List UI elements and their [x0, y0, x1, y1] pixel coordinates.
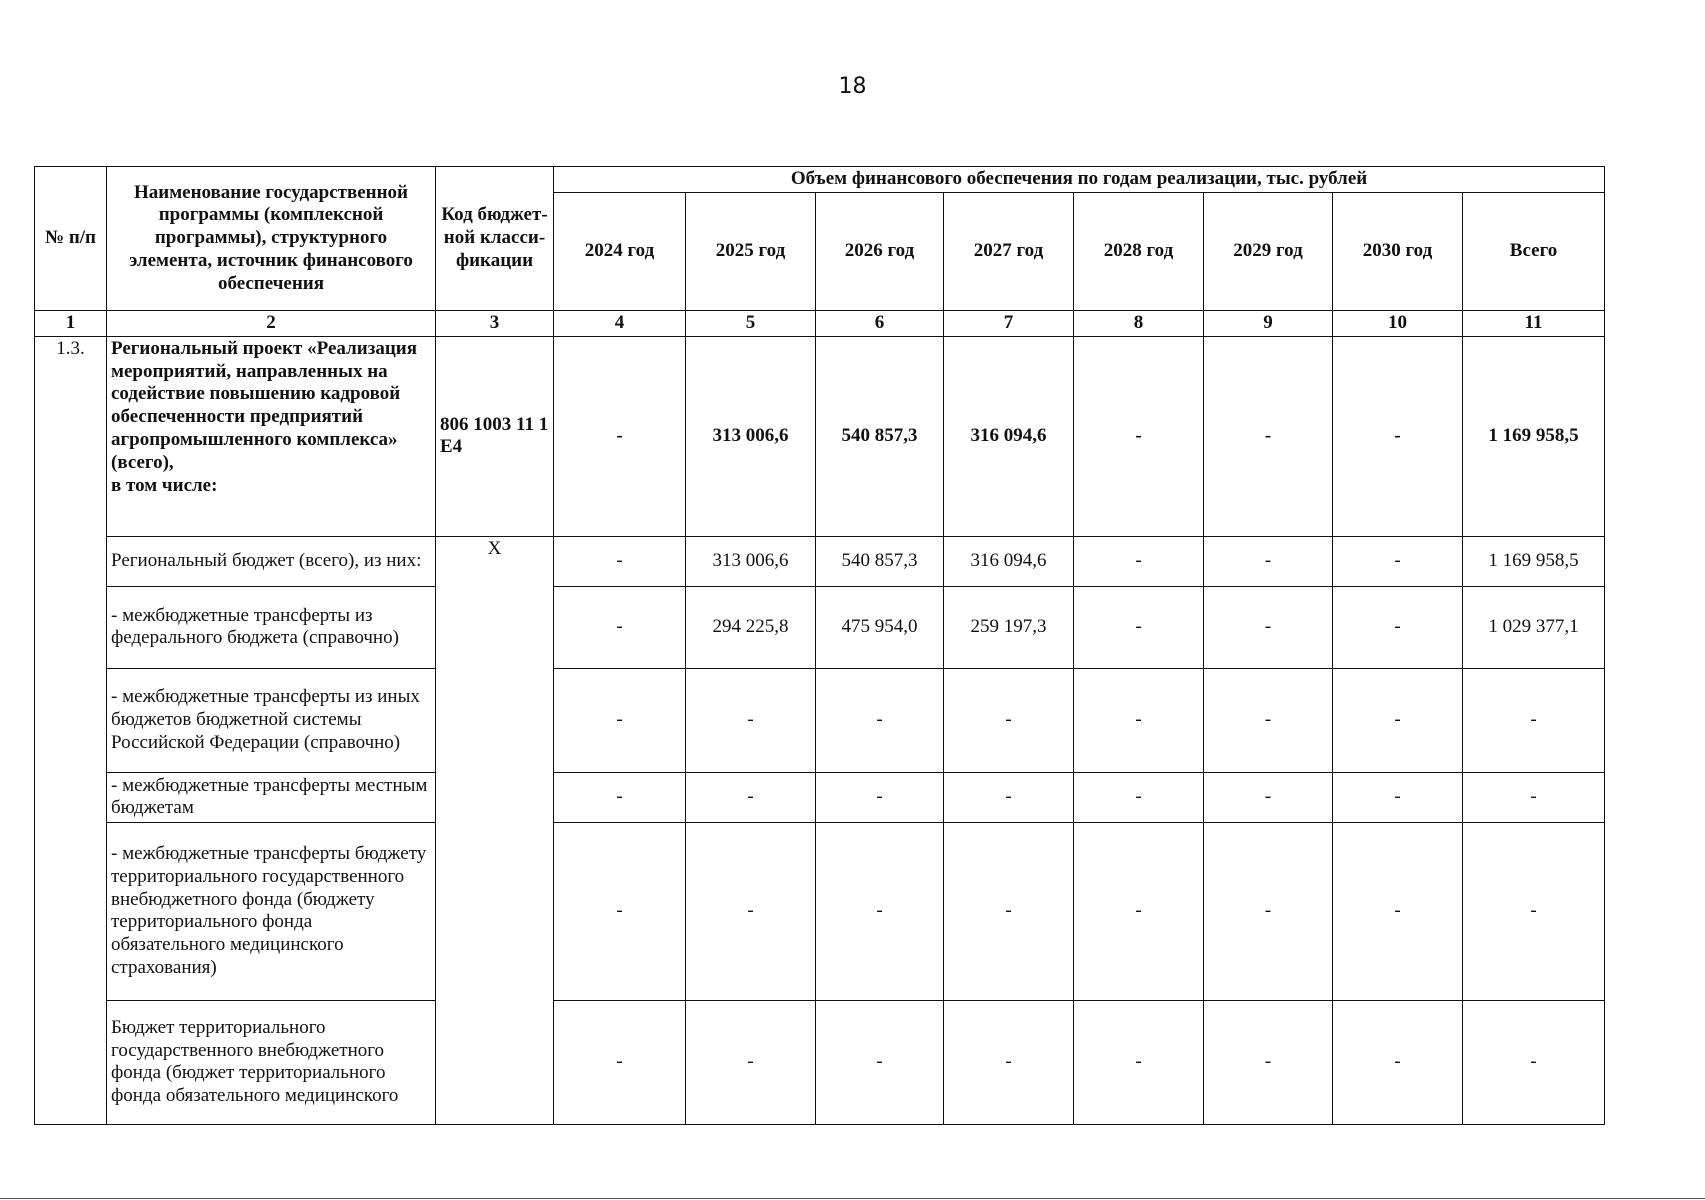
page-number: 18	[838, 74, 867, 99]
value-cell: -	[816, 772, 944, 822]
table-row	[35, 822, 1605, 1000]
row-name: Бюджет территориального государственного внебюджетного фонда (бюджет территориального фонда обязательного медицинского	[107, 1000, 436, 1124]
value-cell: -	[1074, 822, 1204, 1000]
value-cell: -	[554, 822, 686, 1000]
column-number: 8	[1074, 311, 1204, 337]
code-x: Х	[436, 536, 554, 1124]
value-cell: -	[1074, 668, 1204, 772]
value-cell: -	[1074, 586, 1204, 668]
value-cell: -	[1204, 668, 1333, 772]
value-cell: 313 006,6	[686, 336, 816, 536]
value-cell: -	[1333, 668, 1463, 772]
table-row	[35, 536, 1605, 586]
value-cell: 540 857,3	[816, 536, 944, 586]
value-cell: -	[816, 668, 944, 772]
value-cell: 540 857,3	[816, 336, 944, 536]
value-cell: -	[686, 668, 816, 772]
value-cell: -	[1074, 336, 1204, 536]
header-year: 2029 год	[1204, 193, 1333, 311]
table-row	[35, 668, 1605, 772]
total-cell: -	[1463, 1000, 1605, 1124]
value-cell: 475 954,0	[816, 586, 944, 668]
value-cell: 316 094,6	[944, 536, 1074, 586]
value-cell: -	[944, 822, 1074, 1000]
value-cell: -	[1074, 772, 1204, 822]
value-cell: -	[1074, 1000, 1204, 1124]
value-cell: -	[554, 668, 686, 772]
value-cell: -	[1204, 536, 1333, 586]
row-name: - межбюджетные трансферты из иных бюджетов бюджетной системы Российской Федерации (справочно)	[107, 668, 436, 772]
value-cell: 316 094,6	[944, 336, 1074, 536]
value-cell: -	[816, 1000, 944, 1124]
value-cell: -	[686, 772, 816, 822]
header-name: Наименование государственной программы (комплексной программы), структурного элемента, источник финансового обеспечения	[107, 167, 436, 311]
value-cell: -	[1204, 586, 1333, 668]
value-cell: -	[554, 586, 686, 668]
column-number: 7	[944, 311, 1074, 337]
value-cell: -	[1204, 336, 1333, 536]
table-row	[35, 772, 1605, 822]
value-cell: -	[554, 536, 686, 586]
column-number: 10	[1333, 311, 1463, 337]
header-year: 2028 год	[1074, 193, 1204, 311]
value-cell: -	[944, 668, 1074, 772]
column-number: 9	[1204, 311, 1333, 337]
header-code: Код бюджет-ной класси-фикации	[436, 167, 554, 311]
value-cell: -	[944, 1000, 1074, 1124]
value-cell: 259 197,3	[944, 586, 1074, 668]
column-number: 5	[686, 311, 816, 337]
value-cell: -	[554, 336, 686, 536]
header-year: 2026 год	[816, 193, 944, 311]
value-cell: -	[1333, 336, 1463, 536]
total-cell: 1 169 958,5	[1463, 536, 1605, 586]
value-cell: -	[1333, 1000, 1463, 1124]
header-year: 2027 год	[944, 193, 1074, 311]
column-number: 3	[436, 311, 554, 337]
value-cell: -	[1074, 536, 1204, 586]
value-cell: -	[1204, 1000, 1333, 1124]
row-name: - межбюджетные трансферты из федерального бюджета (справочно)	[107, 586, 436, 668]
value-cell: -	[816, 822, 944, 1000]
column-number: 11	[1463, 311, 1605, 337]
table-row	[35, 1000, 1605, 1124]
header-year: 2030 год	[1333, 193, 1463, 311]
value-cell: -	[1333, 586, 1463, 668]
row-name: Региональный бюджет (всего), из них:	[107, 536, 436, 586]
project-name-text: Региональный проект «Реализация мероприятий, направленных на содействие повышению кадровой обеспеченности предприятий агропромышленного комплекса» (всего),	[111, 337, 418, 473]
value-cell: -	[554, 772, 686, 822]
row-name: - межбюджетные трансферты местным бюджетам	[107, 772, 436, 822]
row-number: 1.3.	[35, 336, 107, 1124]
total-cell: 1 029 377,1	[1463, 586, 1605, 668]
page-bottom-divider	[0, 1198, 1705, 1199]
column-number: 4	[554, 311, 686, 337]
row-name: - межбюджетные трансферты бюджету территориального государственного внебюджетного фонда (бюджету территориального фонда обязательного медицинского страхования)	[107, 822, 436, 1000]
value-cell: -	[686, 822, 816, 1000]
total-cell: 1 169 958,5	[1463, 336, 1605, 536]
value-cell: -	[1333, 822, 1463, 1000]
value-cell: -	[1204, 822, 1333, 1000]
value-cell: 294 225,8	[686, 586, 816, 668]
budget-code: 806 1003 11 1 Е4	[436, 336, 554, 536]
value-cell: -	[1333, 772, 1463, 822]
project-name	[107, 336, 436, 536]
project-name-tail: в том числе:	[111, 474, 218, 496]
value-cell: -	[1204, 772, 1333, 822]
project-row	[35, 336, 1605, 536]
header-total: Всего	[1463, 193, 1605, 311]
financing-table	[34, 166, 1605, 1125]
value-cell: -	[554, 1000, 686, 1124]
column-number: 6	[816, 311, 944, 337]
value-cell: -	[686, 1000, 816, 1124]
table-row	[35, 586, 1605, 668]
total-cell: -	[1463, 772, 1605, 822]
total-cell: -	[1463, 822, 1605, 1000]
header-no: № п/п	[35, 167, 107, 311]
column-number: 1	[35, 311, 107, 337]
total-cell: -	[1463, 668, 1605, 772]
value-cell: 313 006,6	[686, 536, 816, 586]
column-number: 2	[107, 311, 436, 337]
header-year: 2024 год	[554, 193, 686, 311]
column-number-row	[35, 311, 1605, 337]
header-year: 2025 год	[686, 193, 816, 311]
value-cell: -	[944, 772, 1074, 822]
header-financing-group: Объем финансового обеспечения по годам реализации, тыс. рублей	[554, 167, 1605, 193]
value-cell: -	[1333, 536, 1463, 586]
